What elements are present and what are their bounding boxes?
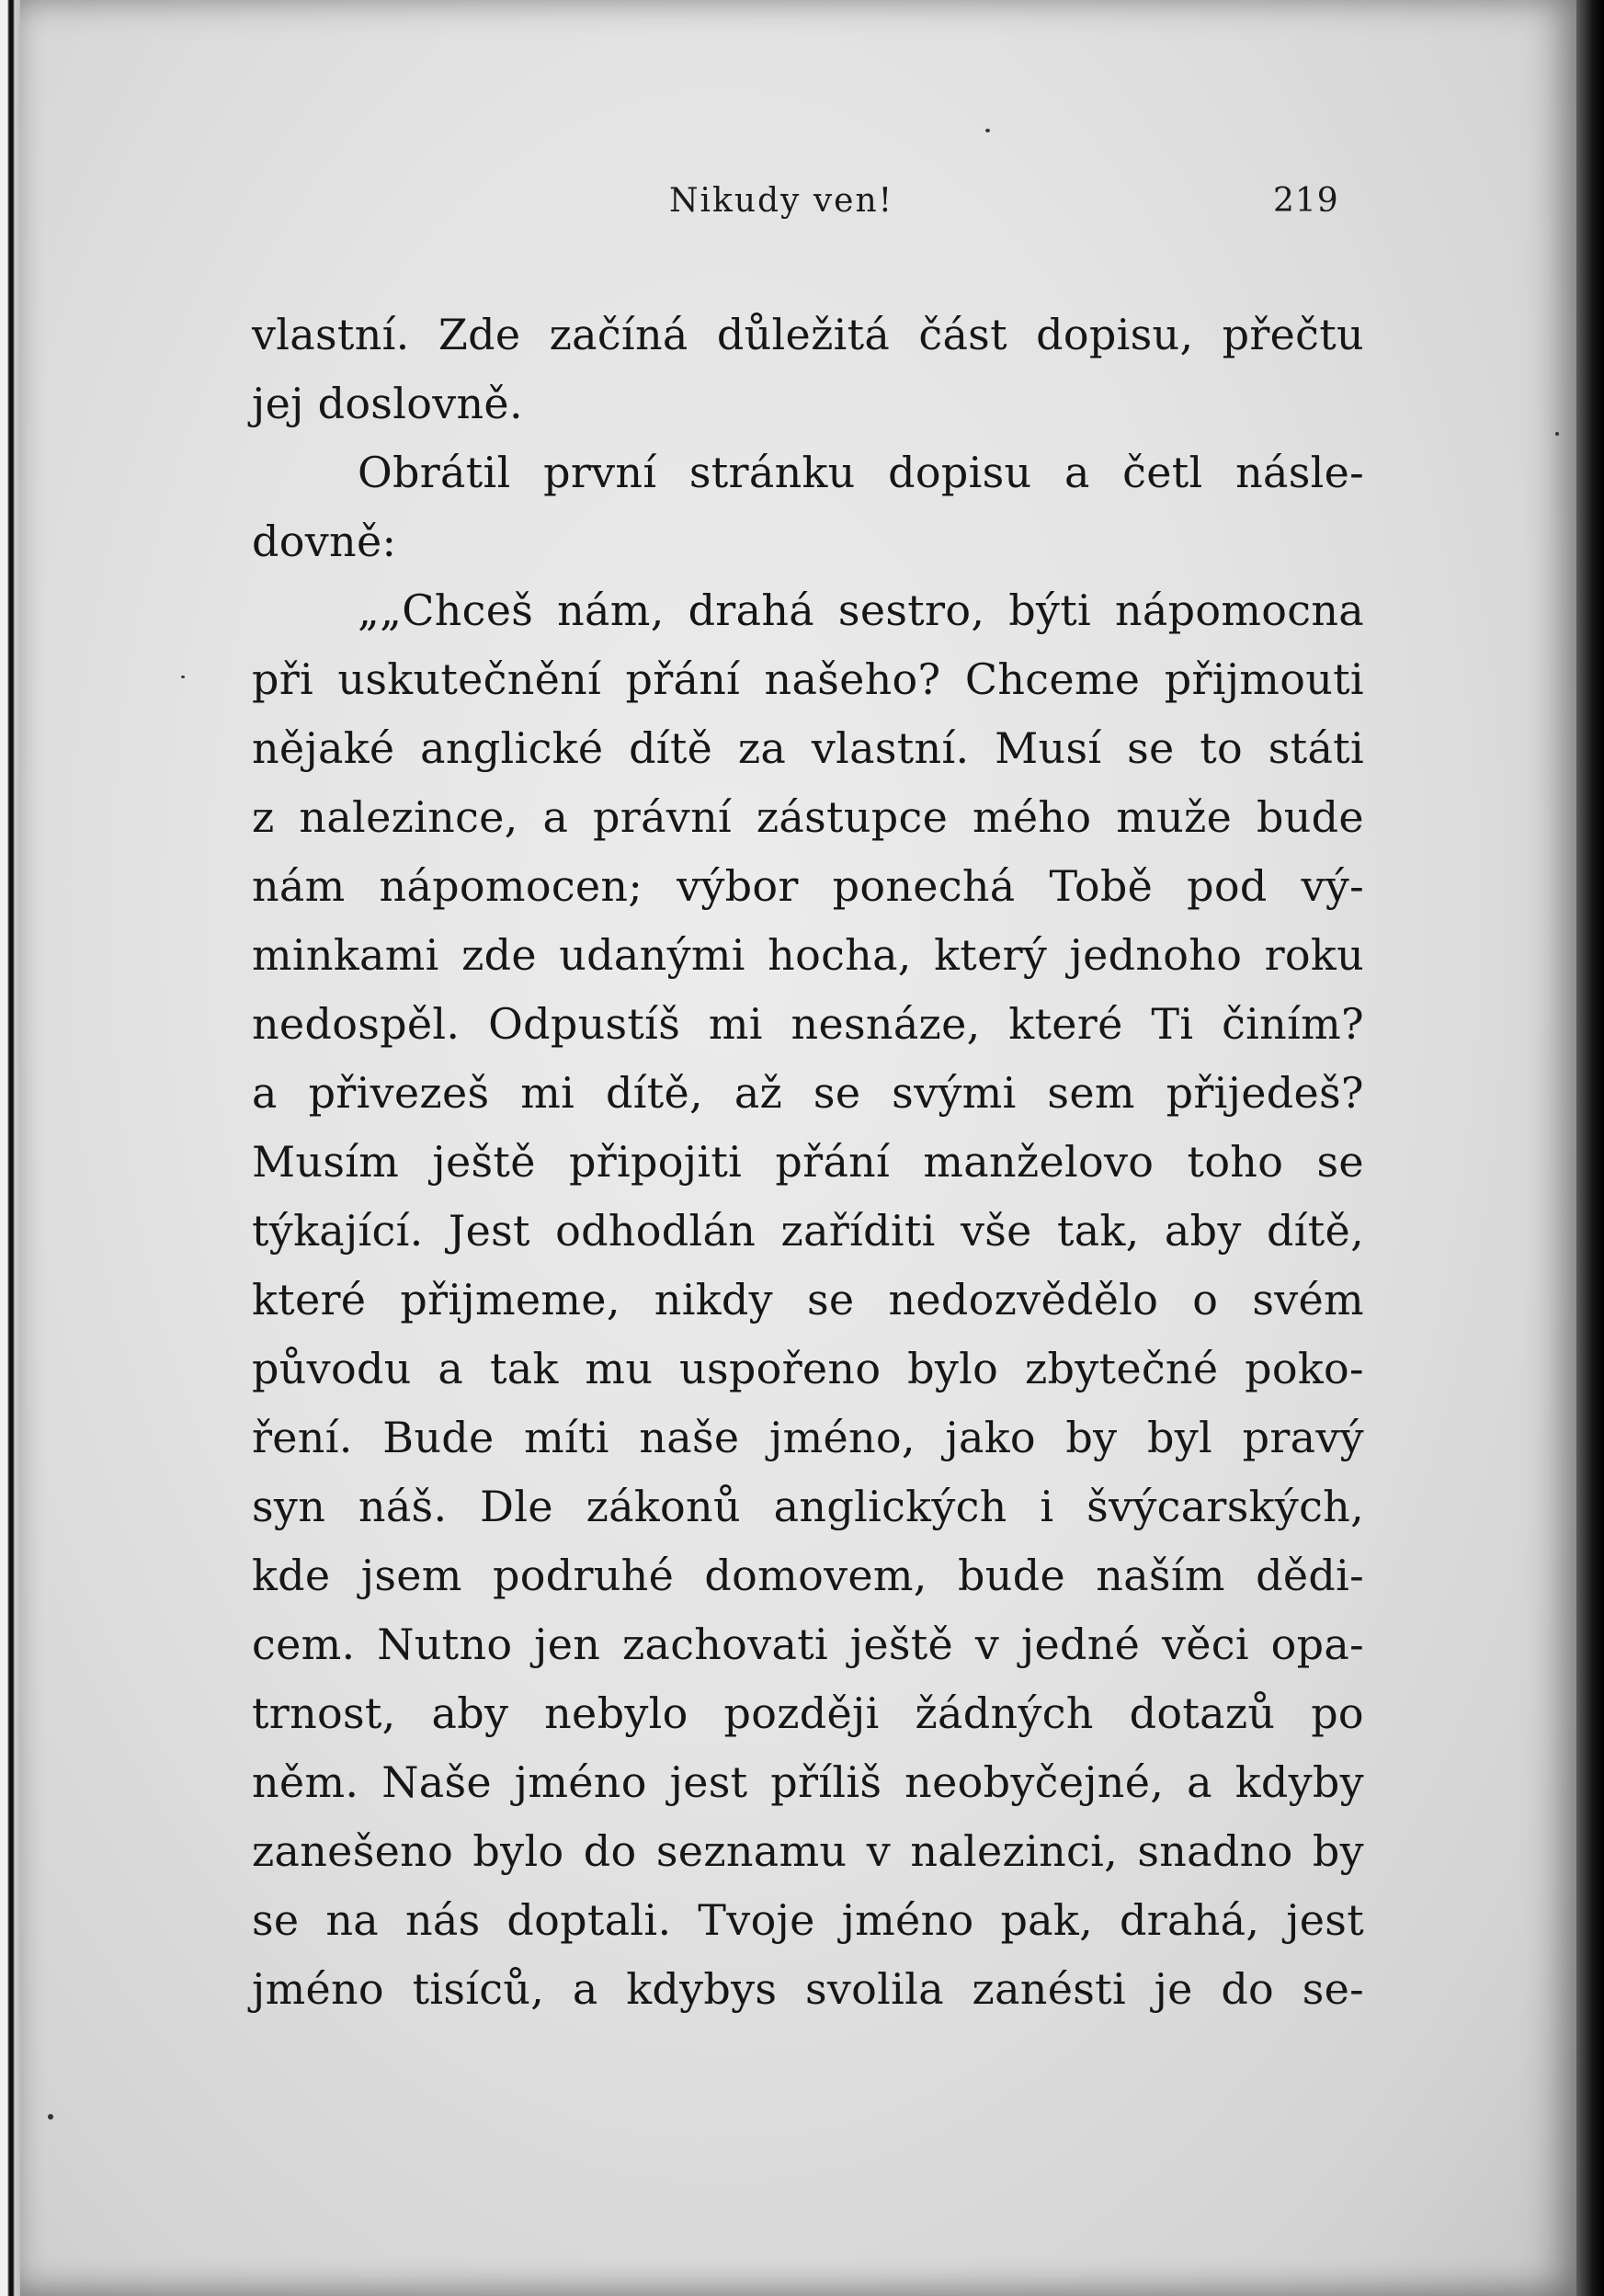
text-line <box>252 1128 1364 1197</box>
paper-speck <box>48 2114 53 2120</box>
word: původu <box>252 1344 412 1393</box>
word: vý- <box>1301 861 1364 911</box>
word: nalezinci, <box>910 1826 1118 1876</box>
word: dopisu <box>888 448 1032 497</box>
word: první <box>543 448 657 497</box>
word: zaříditi <box>780 1206 936 1256</box>
text-line <box>252 1886 1364 1955</box>
word: až <box>734 1068 783 1118</box>
word: Musím <box>252 1137 400 1187</box>
word: zanésti <box>972 1964 1126 2014</box>
text-line <box>252 1679 1364 1748</box>
word: bylo <box>472 1826 564 1876</box>
word: Tobě <box>1049 861 1154 911</box>
word: při <box>252 654 314 704</box>
word: vše <box>960 1206 1032 1256</box>
word: pak, <box>1000 1895 1094 1945</box>
word: uspořeno <box>679 1344 882 1393</box>
word: kdybys <box>626 1964 778 2014</box>
paper-speck <box>181 676 185 678</box>
text-line: dovně: <box>252 517 397 566</box>
word: žádných <box>915 1688 1094 1738</box>
word: drahá, <box>1119 1895 1260 1945</box>
word: nějaké <box>252 723 395 773</box>
word: svolila <box>804 1964 944 2014</box>
text-line <box>252 1335 1364 1404</box>
word: seznamu <box>655 1826 848 1876</box>
word: cem. <box>252 1620 356 1669</box>
word: domovem, <box>704 1551 927 1600</box>
word: podruhé <box>492 1551 675 1600</box>
word: právní <box>593 792 733 842</box>
word: sestro, <box>837 585 985 635</box>
word: Bude <box>382 1413 495 1462</box>
word: činím? <box>1222 999 1364 1049</box>
word: doptali. <box>506 1895 672 1945</box>
word: manželovo <box>923 1137 1155 1187</box>
word: které <box>252 1275 367 1324</box>
word: připojiti <box>568 1137 743 1187</box>
word: Naše <box>381 1757 492 1807</box>
book-page <box>20 0 1576 2296</box>
word: stránku <box>688 448 856 497</box>
word: ještě <box>432 1137 536 1187</box>
text-line <box>252 714 1364 783</box>
word: mu <box>585 1344 654 1393</box>
text-line <box>252 921 1364 990</box>
text-line <box>252 301 1364 369</box>
word: aby <box>1164 1206 1242 1256</box>
word: ření. <box>252 1413 353 1462</box>
word: Ti <box>1151 999 1194 1049</box>
word: mého <box>972 792 1092 842</box>
word: přijmeme, <box>400 1275 620 1324</box>
word: začíná <box>549 310 688 359</box>
word: nebylo <box>544 1688 688 1738</box>
word: přijedeš? <box>1166 1068 1364 1118</box>
word: do <box>1221 1964 1275 2014</box>
word: trnost, <box>252 1688 396 1738</box>
word: pravý <box>1242 1413 1364 1462</box>
scan-right-edge <box>1576 0 1604 2296</box>
word: dítě, <box>1267 1206 1364 1256</box>
word: přání <box>775 1137 891 1187</box>
word: Musí <box>995 723 1102 773</box>
word: později <box>723 1688 880 1738</box>
body-text <box>252 301 1364 2024</box>
paper-speck <box>1555 432 1559 436</box>
word: Odpustíš <box>488 999 681 1049</box>
word: jméno, <box>769 1413 916 1462</box>
word: svém <box>1252 1275 1364 1324</box>
word: bude <box>1256 792 1364 842</box>
word: tisíců, <box>412 1964 545 2014</box>
text-line <box>252 852 1364 921</box>
word: se- <box>1302 1964 1364 2014</box>
word: důležitá <box>716 310 891 359</box>
word: Dle <box>480 1482 553 1531</box>
word: jednoho <box>1069 930 1243 980</box>
word: mi <box>520 1068 575 1118</box>
word: byl <box>1147 1413 1213 1462</box>
word: naše <box>639 1413 740 1462</box>
word: toho <box>1187 1137 1284 1187</box>
word: anglických <box>773 1482 1007 1531</box>
word: svými <box>892 1068 1017 1118</box>
word: neobyčejné, <box>904 1757 1165 1807</box>
word: jest <box>669 1757 748 1807</box>
text-line <box>252 990 1364 1059</box>
text-line <box>252 1266 1364 1335</box>
word: roku <box>1264 930 1364 980</box>
word: i <box>1040 1482 1054 1531</box>
word: který <box>934 930 1048 980</box>
word: tak, <box>1057 1206 1140 1256</box>
text-line <box>252 1610 1364 1679</box>
word: nám, <box>557 585 665 635</box>
word: Jest <box>448 1206 530 1256</box>
word: se <box>1316 1137 1364 1187</box>
word: věci <box>1161 1620 1249 1669</box>
word: vlastní. <box>252 310 410 359</box>
word: jest <box>1286 1895 1364 1945</box>
page-header <box>20 182 1576 237</box>
word: dědi- <box>1256 1551 1364 1600</box>
word: Obrátil <box>358 448 511 497</box>
word: náš. <box>358 1482 448 1531</box>
word: nikdy <box>654 1275 773 1324</box>
word: dítě <box>629 723 713 773</box>
word: se <box>806 1275 855 1324</box>
word: nám <box>252 861 346 911</box>
word: uskutečnění <box>337 654 602 704</box>
word: jsem <box>360 1551 462 1600</box>
word: nedospěl. <box>252 999 461 1049</box>
text-line <box>252 576 1364 645</box>
word: přání <box>625 654 741 704</box>
word: jméno <box>514 1757 647 1807</box>
word: kde <box>252 1551 331 1600</box>
word: na <box>325 1895 380 1945</box>
word: a <box>1187 1757 1212 1807</box>
word: nápomocen; <box>379 861 643 911</box>
word: mi <box>708 999 763 1049</box>
word: dítě, <box>605 1068 703 1118</box>
word: a <box>438 1344 464 1393</box>
word: bylo <box>907 1344 999 1393</box>
word: se <box>813 1068 861 1118</box>
word: za <box>737 723 787 773</box>
word: aby <box>431 1688 509 1738</box>
word: státi <box>1268 723 1364 773</box>
word: nás <box>404 1895 481 1945</box>
word: četl <box>1122 448 1203 497</box>
word: jako <box>945 1413 1036 1462</box>
word: výbor <box>677 861 799 911</box>
word: nalezince, <box>299 792 518 842</box>
word: z <box>252 792 275 842</box>
word: snadno <box>1137 1826 1293 1876</box>
word: o <box>1192 1275 1219 1324</box>
word: udanými <box>559 930 745 980</box>
word: nesnáze, <box>791 999 981 1049</box>
word: je <box>1154 1964 1193 2014</box>
word: vlastní. <box>811 723 970 773</box>
word: týkající. <box>252 1206 424 1256</box>
word: něm. <box>252 1757 359 1807</box>
paper-speck <box>985 129 990 132</box>
word: jedné <box>1020 1620 1141 1669</box>
text-line <box>252 1197 1364 1266</box>
word: bude <box>958 1551 1065 1600</box>
word: a <box>542 792 569 842</box>
word: a <box>1064 448 1090 497</box>
word: muže <box>1116 792 1233 842</box>
word: to <box>1200 723 1244 773</box>
word: které <box>1008 999 1123 1049</box>
word: do <box>583 1826 637 1876</box>
word: jen <box>534 1620 601 1669</box>
word: v <box>866 1826 891 1876</box>
text-line <box>252 1541 1364 1610</box>
word: zákonů <box>586 1482 741 1531</box>
word: příliš <box>770 1757 882 1807</box>
word: zanešeno <box>252 1826 454 1876</box>
word: ponechá <box>832 861 1016 911</box>
text-line <box>252 1817 1364 1886</box>
text-line <box>252 438 1364 507</box>
word: dopisu, <box>1036 310 1194 359</box>
word: zbytečné <box>1024 1344 1219 1393</box>
word: a <box>252 1068 278 1118</box>
word: minkami <box>252 930 439 980</box>
word: hocha, <box>768 930 912 980</box>
word: nápomocna <box>1114 585 1364 635</box>
text-line <box>252 1955 1364 2024</box>
word: poko- <box>1245 1344 1364 1393</box>
word: v <box>974 1620 1000 1669</box>
word: Nutno <box>377 1620 513 1669</box>
word: a <box>572 1964 598 2014</box>
word: Chceme <box>964 654 1141 704</box>
word: přečtu <box>1222 310 1364 359</box>
word: našeho? <box>764 654 941 704</box>
page-number: 219 <box>1273 182 1339 220</box>
word: se <box>252 1895 300 1945</box>
word: býti <box>1008 585 1092 635</box>
word: Zde <box>438 310 521 359</box>
word: anglické <box>420 723 604 773</box>
word: nedozvědělo <box>888 1275 1159 1324</box>
word: „„Chceš <box>358 585 534 635</box>
word: část <box>918 310 1007 359</box>
text-line <box>252 1059 1364 1128</box>
scan-left-edge <box>0 0 20 2296</box>
word: po <box>1311 1688 1364 1738</box>
text-line <box>252 1404 1364 1472</box>
word: násle- <box>1235 448 1364 497</box>
text-line <box>252 783 1364 852</box>
word: sem <box>1047 1068 1135 1118</box>
word: se <box>1127 723 1175 773</box>
word: jméno <box>252 1964 384 2014</box>
running-title: Nikudy ven! <box>669 182 894 220</box>
word: drahá <box>688 585 814 635</box>
word: švýcarských, <box>1086 1482 1364 1531</box>
word: opa- <box>1270 1620 1364 1669</box>
text-line: jej doslovně. <box>252 379 523 428</box>
word: jméno <box>841 1895 974 1945</box>
text-line <box>252 1472 1364 1541</box>
word: ještě <box>849 1620 954 1669</box>
word: přivezeš <box>308 1068 490 1118</box>
word: odhodlán <box>555 1206 756 1256</box>
word: naším <box>1096 1551 1225 1600</box>
word: zde <box>461 930 537 980</box>
word: přijmouti <box>1164 654 1364 704</box>
word: kdyby <box>1234 1757 1364 1807</box>
word: Tvoje <box>698 1895 815 1945</box>
word: by <box>1312 1826 1364 1876</box>
word: tak <box>489 1344 559 1393</box>
word: by <box>1065 1413 1118 1462</box>
word: dotazů <box>1129 1688 1276 1738</box>
text-line <box>252 645 1364 714</box>
word: míti <box>524 1413 609 1462</box>
word: zástupce <box>756 792 949 842</box>
word: pod <box>1187 861 1268 911</box>
text-line <box>252 1748 1364 1817</box>
word: syn <box>252 1482 326 1531</box>
word: zachovati <box>621 1620 828 1669</box>
